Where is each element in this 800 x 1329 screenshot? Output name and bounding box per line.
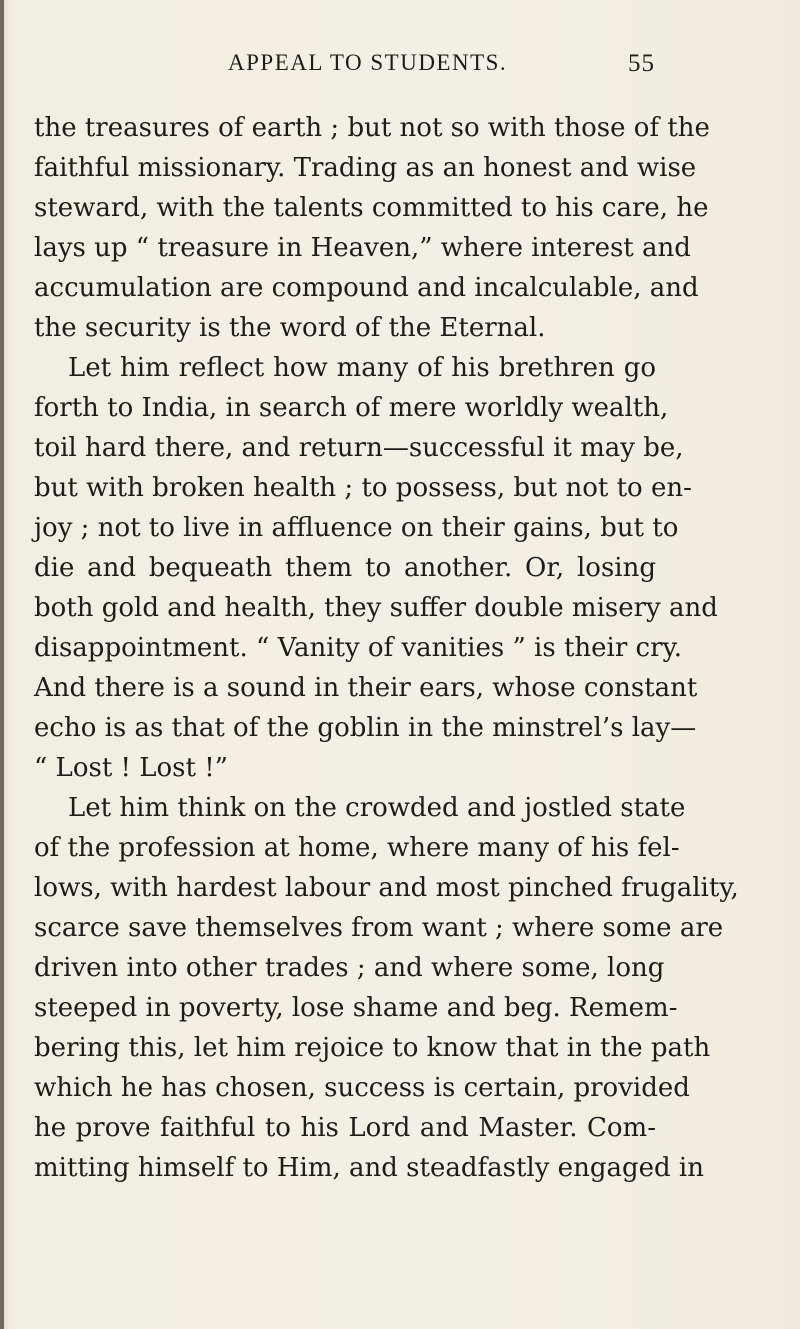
text-line: he prove faithful to his Lord and Master. Com- [34,1113,656,1143]
text-line: driven into other trades ; and where some, long [34,953,665,983]
text-line: of the profession at home, where many of his fel- [34,833,680,863]
text-line: toil hard there, and return—successful it may be, [34,433,684,463]
text-line: scarce save themselves from want ; where some are [34,913,724,943]
text-line: joy ; not to live in affluence on their gains, but to [34,513,679,543]
page-header [0,50,800,86]
text-line: “ Lost ! Lost !” [34,753,228,783]
text-line: the security is the word of the Eternal. [34,313,546,343]
text-line: steward, with the talents committed to his care, he [34,193,709,223]
text-line: die and bequeath them to another. Or, losing [34,553,656,583]
text-line: faithful missionary. Trading as an honest and wise [34,153,697,183]
text-line: but with broken health ; to possess, but not to en- [34,473,692,503]
text-line: Let him reflect how many of his brethren go [68,353,656,383]
text-line: bering this, let him rejoice to know that in the path [34,1033,711,1063]
text-line: the treasures of earth ; but not so with those of the [34,113,710,143]
text-line: lays up “ treasure in Heaven,” where interest and [34,233,691,263]
text-line: Let him think on the crowded and jostled state [68,793,686,823]
page-number: 55 [628,50,655,77]
text-line: accumulation are compound and incalculable, and [34,273,699,303]
page-edge [0,0,4,1329]
text-line: mitting himself to Him, and steadfastly engaged in [34,1153,704,1183]
text-line: disappointment. “ Vanity of vanities ” is their cry. [34,633,683,663]
text-line: both gold and health, they suffer double misery and [34,593,718,623]
text-line: which he has chosen, success is certain, provided [34,1073,690,1103]
text-line: forth to India, in search of mere worldly wealth, [34,393,669,423]
text-line: echo is as that of the goblin in the minstrel’s lay— [34,713,697,743]
text-line: lows, with hardest labour and most pinched frugality, [34,873,739,903]
text-line: steeped in poverty, lose shame and beg. Remem- [34,993,678,1023]
text-line: And there is a sound in their ears, whose constant [34,673,698,703]
running-title: APPEAL TO STUDENTS. [228,50,508,75]
